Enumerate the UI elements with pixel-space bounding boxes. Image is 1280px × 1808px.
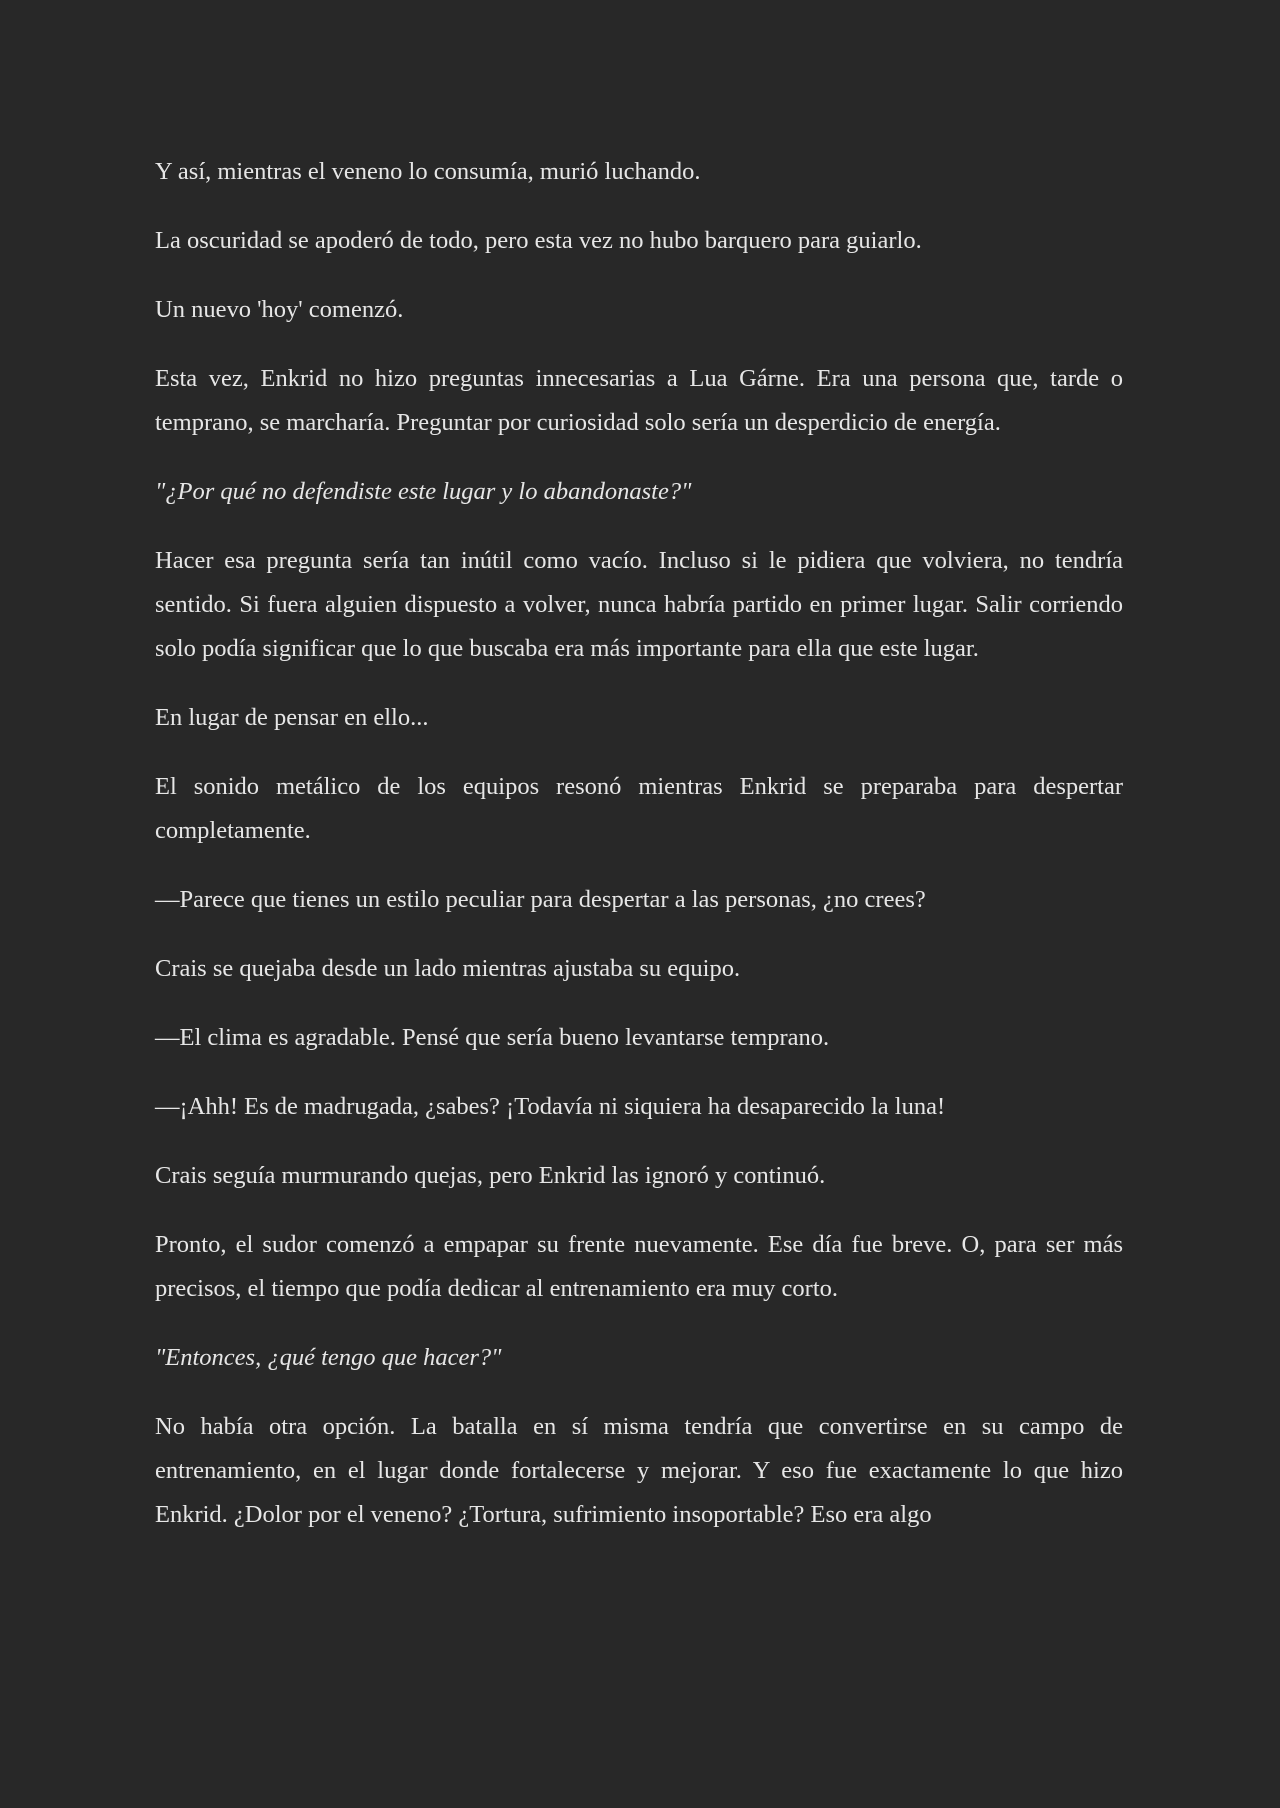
paragraph: En lugar de pensar en ello...	[155, 704, 429, 731]
thought-line: "Entonces, ¿qué tengo que hacer?"	[155, 1344, 502, 1371]
dialogue-line: —¡Ahh! Es de madrugada, ¿sabes? ¡Todavía ni siquiera ha desaparecido la luna!	[155, 1093, 946, 1120]
paragraph: Hacer esa pregunta sería tan inútil como vacío. Incluso si le pidiera que volviera, no tendría sentido. Si fuera alguien dispuesto a volver, nunca habría partido en primer lugar. Salir corriendo solo podía significar que lo que buscaba era más importante para ella que este lugar.	[155, 547, 1123, 662]
paragraph: Crais se quejaba desde un lado mientras ajustaba su equipo.	[155, 955, 741, 982]
paragraph: El sonido metálico de los equipos resonó mientras Enkrid se preparaba para despertar completamente.	[155, 773, 1123, 844]
thought-line: "¿Por qué no defendiste este lugar y lo abandonaste?"	[155, 478, 692, 505]
chapter-text	[155, 150, 1123, 1562]
paragraph: Un nuevo 'hoy' comenzó.	[155, 296, 404, 323]
dialogue-line: —Parece que tienes un estilo peculiar para despertar a las personas, ¿no crees?	[155, 886, 926, 913]
paragraph: Crais seguía murmurando quejas, pero Enkrid las ignoró y continuó.	[155, 1162, 826, 1189]
paragraph: Pronto, el sudor comenzó a empapar su frente nuevamente. Ese día fue breve. O, para ser más precisos, el tiempo que podía dedicar al entrenamiento era muy corto.	[155, 1231, 1123, 1302]
paragraph: No había otra opción. La batalla en sí misma tendría que convertirse en su campo de entrenamiento, en el lugar donde fortalecerse y mejorar. Y eso fue exactamente lo que hizo Enkrid. ¿Dolor por el veneno? ¿Tortura, sufrimiento insoportable? Eso era algo	[155, 1413, 1123, 1528]
paragraph: Y así, mientras el veneno lo consumía, murió luchando.	[155, 158, 701, 185]
dialogue-line: —El clima es agradable. Pensé que sería bueno levantarse temprano.	[155, 1024, 830, 1051]
paragraph: Esta vez, Enkrid no hizo preguntas innecesarias a Lua Gárne. Era una persona que, tarde o temprano, se marcharía. Preguntar por curiosidad solo sería un desperdicio de energía.	[155, 365, 1123, 436]
paragraph: La oscuridad se apoderó de todo, pero esta vez no hubo barquero para guiarlo.	[155, 227, 922, 254]
